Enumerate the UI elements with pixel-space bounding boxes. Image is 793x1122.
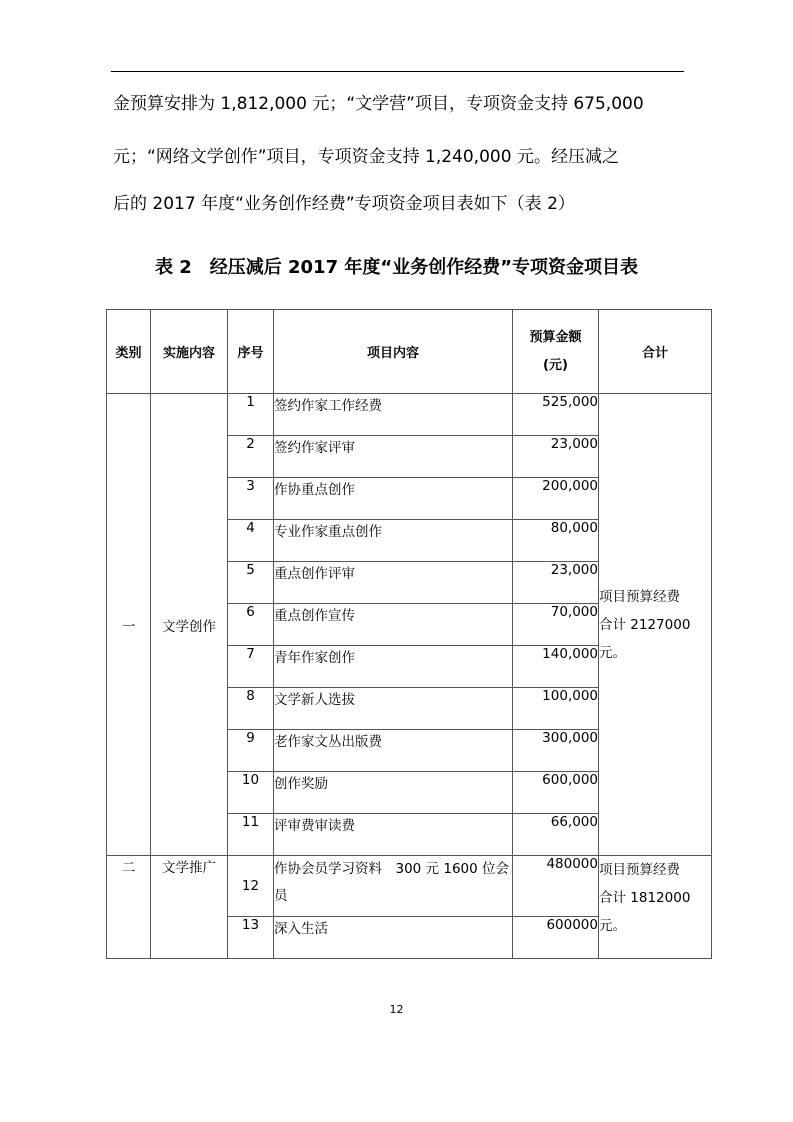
group-total-line: 元。 bbox=[599, 918, 626, 934]
row-no: 4 bbox=[228, 520, 274, 562]
row-budget: 480000 bbox=[513, 856, 599, 917]
row-item: 签约作家评审 bbox=[274, 436, 513, 478]
row-no: 9 bbox=[228, 730, 274, 772]
paragraph-line-1: 金预算安排为 1,812,000 元；“文学营”项目，专项资金支持 675,000 bbox=[113, 94, 644, 114]
row-budget: 525,000 bbox=[513, 394, 599, 436]
row-item: 签约作家工作经费 bbox=[274, 394, 513, 436]
category-cell: 二 bbox=[107, 856, 151, 959]
row-no: 7 bbox=[228, 646, 274, 688]
row-budget: 70,000 bbox=[513, 604, 599, 646]
header-rule bbox=[111, 71, 684, 72]
row-budget: 600000 bbox=[513, 917, 599, 959]
table-title: 表 2 经压减后 2017 年度“业务创作经费”专项资金项目表 bbox=[154, 257, 639, 278]
paragraph-line-3: 后的 2017 年度“业务创作经费”专项资金项目表如下（表 2） bbox=[113, 194, 575, 214]
row-budget: 140,000 bbox=[513, 646, 599, 688]
row-item: 深入生活 bbox=[274, 917, 513, 959]
row-item: 作协重点创作 bbox=[274, 478, 513, 520]
group-total-cell bbox=[599, 394, 712, 856]
group-total-line: 项目预算经费 bbox=[599, 588, 680, 605]
row-budget: 23,000 bbox=[513, 562, 599, 604]
row-budget: 80,000 bbox=[513, 520, 599, 562]
row-item: 老作家文丛出版费 bbox=[274, 730, 513, 772]
group-total-cell bbox=[599, 856, 712, 959]
row-budget: 23,000 bbox=[513, 436, 599, 478]
content-cell: 文学创作 bbox=[151, 394, 228, 856]
group-total-line: 项目预算经费 bbox=[599, 862, 680, 878]
row-budget: 66,000 bbox=[513, 814, 599, 856]
group-total-line: 合计 1812000 bbox=[599, 890, 691, 906]
table-header-row bbox=[107, 310, 712, 394]
budget-table bbox=[106, 309, 712, 959]
row-item: 重点创作评审 bbox=[274, 562, 513, 604]
row-no: 3 bbox=[228, 478, 274, 520]
row-item: 专业作家重点创作 bbox=[274, 520, 513, 562]
row-no: 12 bbox=[228, 856, 274, 917]
header-budget-unit: (元) bbox=[543, 357, 568, 373]
row-no: 13 bbox=[228, 917, 274, 959]
header-no: 序号 bbox=[228, 310, 274, 394]
row-no: 8 bbox=[228, 688, 274, 730]
row-item: 文学新人选拔 bbox=[274, 688, 513, 730]
row-budget: 200,000 bbox=[513, 478, 599, 520]
row-no: 11 bbox=[228, 814, 274, 856]
row-item: 创作奖励 bbox=[274, 772, 513, 814]
page-number: 12 bbox=[389, 1003, 404, 1016]
header-content: 实施内容 bbox=[151, 310, 228, 394]
row-budget: 300,000 bbox=[513, 730, 599, 772]
row-no: 5 bbox=[228, 562, 274, 604]
header-budget bbox=[513, 310, 599, 394]
paragraph-line-2: 元；“网络文学创作”项目，专项资金支持 1,240,000 元。经压减之 bbox=[113, 147, 619, 167]
row-no: 6 bbox=[228, 604, 274, 646]
group-total-line: 元。 bbox=[599, 644, 626, 661]
row-item: 青年作家创作 bbox=[274, 646, 513, 688]
content-cell: 文学推广 bbox=[151, 856, 228, 959]
table-row bbox=[107, 856, 712, 917]
row-no: 1 bbox=[228, 394, 274, 436]
header-item: 项目内容 bbox=[274, 310, 513, 394]
category-cell: 一 bbox=[107, 394, 151, 856]
row-budget: 100,000 bbox=[513, 688, 599, 730]
header-total: 合计 bbox=[599, 310, 712, 394]
row-item: 作协会员学习资料 300 元 1600 位会员 bbox=[274, 856, 513, 917]
row-no: 2 bbox=[228, 436, 274, 478]
row-budget: 600,000 bbox=[513, 772, 599, 814]
header-category: 类别 bbox=[107, 310, 151, 394]
group-total-line: 合计 2127000 bbox=[599, 616, 691, 633]
row-no: 10 bbox=[228, 772, 274, 814]
row-item: 重点创作宣传 bbox=[274, 604, 513, 646]
table-row bbox=[107, 394, 712, 436]
row-item: 评审费审读费 bbox=[274, 814, 513, 856]
header-budget-label: 预算金额 bbox=[529, 329, 582, 345]
